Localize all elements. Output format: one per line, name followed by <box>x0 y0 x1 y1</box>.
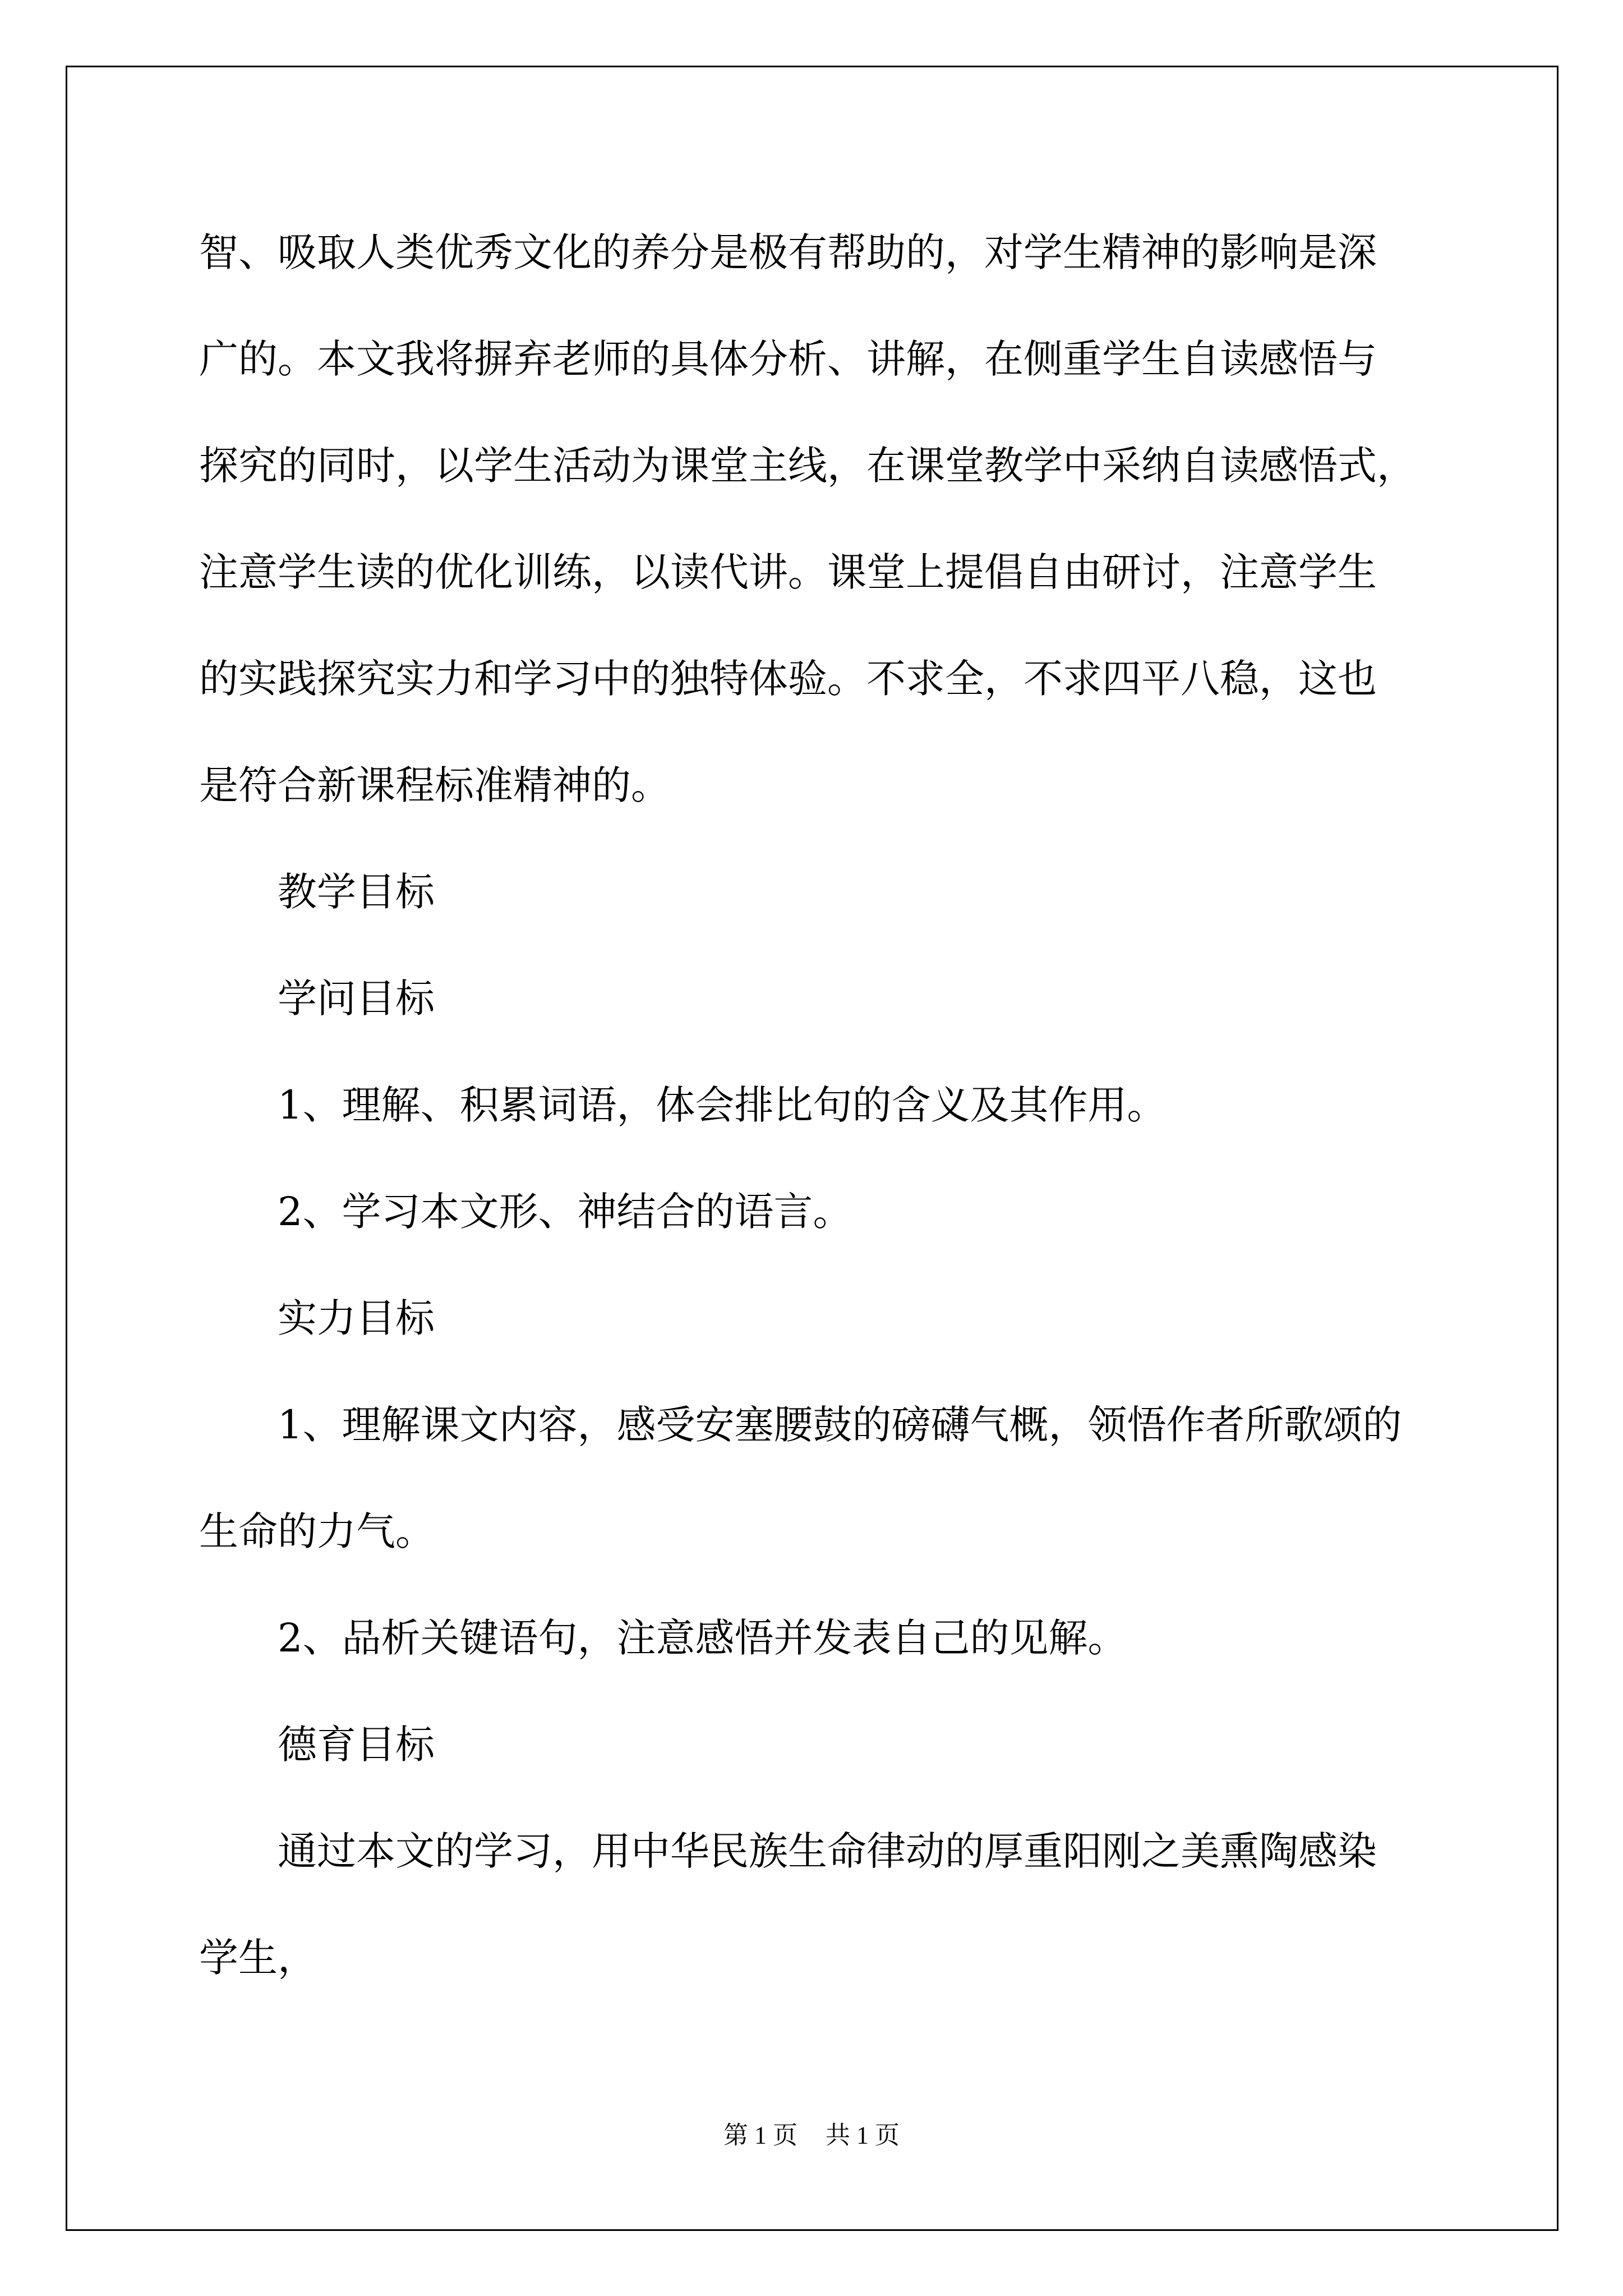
section-heading-ability-goals: 实力目标 <box>278 1295 435 1341</box>
page-number: 第 1 页 <box>723 2122 797 2149</box>
list-item: 1、理解、积累词语，体会排比句的含义及其作用。 <box>278 1082 1166 1128</box>
text-line: 是符合新课程标准精神的。 <box>199 762 670 808</box>
text-line: 广的。本文我将摒弃老师的具体分析、讲解，在侧重学生自读感悟与 <box>199 336 1377 382</box>
section-heading-knowledge-goals: 学问目标 <box>278 976 435 1022</box>
text-line: 的实践探究实力和学习中的独特体验。不求全，不求四平八稳，这也 <box>199 656 1377 702</box>
text-line: 学生， <box>199 1935 317 1981</box>
document-body <box>199 199 1489 2011</box>
text-line: 注意学生读的优化训练，以读代讲。课堂上提倡自由研讨，注意学生 <box>199 549 1377 595</box>
page-total: 共 1 页 <box>826 2122 900 2149</box>
list-item: 1、理解课文内容，感受安塞腰鼓的磅礴气概，领悟作者所歌颂的 <box>278 1402 1402 1448</box>
list-item: 2、品析关键语句，注意感悟并发表自己的见解。 <box>278 1615 1127 1661</box>
page-footer <box>0 2115 1623 2151</box>
text-line: 探究的同时，以学生活动为课堂主线，在课堂教学中采纳自读感悟式， <box>199 443 1416 489</box>
text-line: 智、吸取人类优秀文化的养分是极有帮助的，对学生精神的影响是深 <box>199 229 1377 275</box>
text-line: 通过本文的学习，用中华民族生命律动的厚重阳刚之美熏陶感染 <box>278 1828 1377 1874</box>
list-item: 2、学习本文形、神结合的语言。 <box>278 1189 852 1235</box>
section-heading-teaching-goals: 教学目标 <box>278 869 435 915</box>
section-heading-moral-goals: 德育目标 <box>278 1722 435 1768</box>
text-line: 生命的力气。 <box>199 1508 435 1554</box>
